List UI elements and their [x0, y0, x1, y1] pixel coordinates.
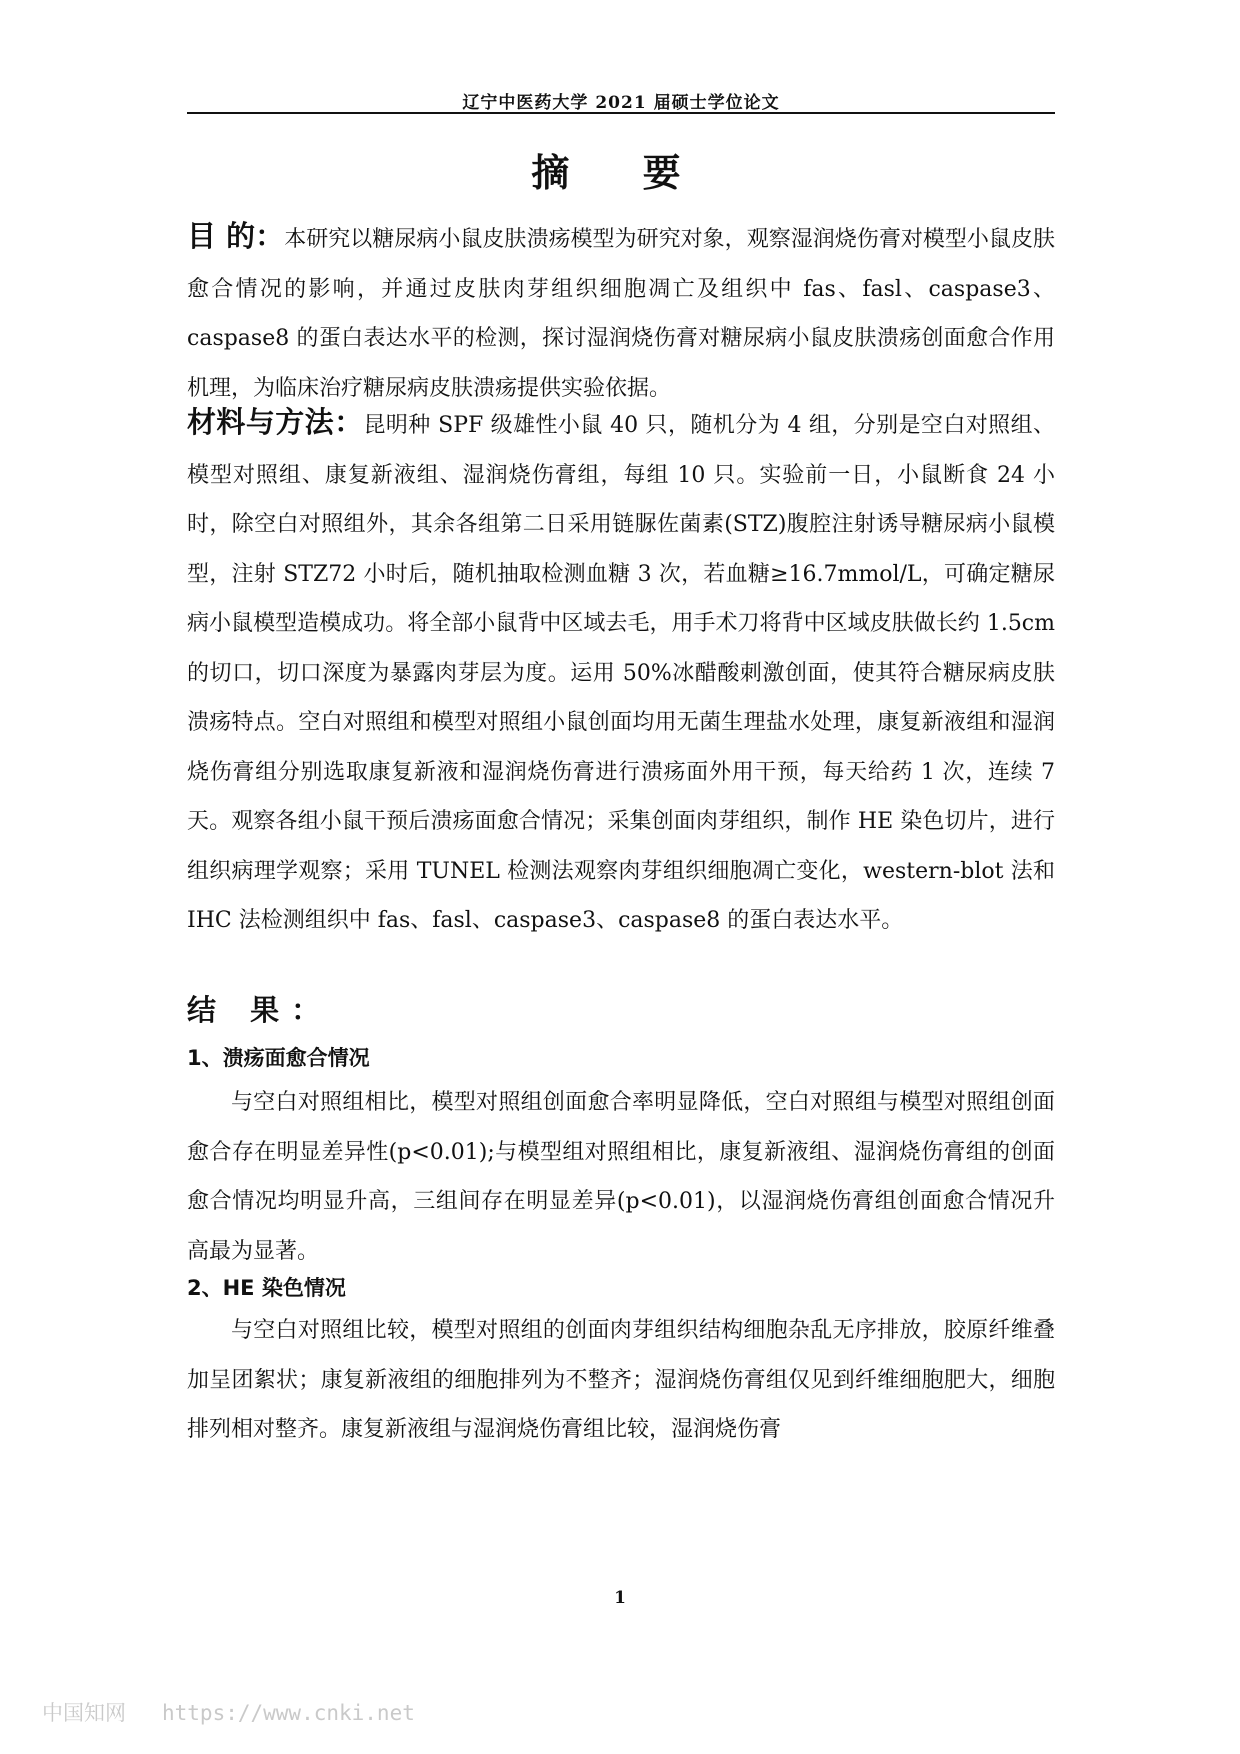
results-section-2-text: 与空白对照组比较，模型对照组的创面肉芽组织结构细胞杂乱无序排放，胶原纤维叠加呈团絮状；康复新液组的细胞排列为不整齐；湿润烧伤膏组仅见到纤维细胞肥大，细胞排列相对整齐。康复新液组与湿润烧伤膏组比较，湿润烧伤膏: [187, 1318, 1055, 1442]
results-heading: 结 果：: [187, 993, 333, 1027]
results-section-1-text: 与空白对照组相比，模型对照组创面愈合率明显降低，空白对照组与模型对照组创面愈合存在明显差异性(p<0.01);与模型组对照组相比，康复新液组、湿润烧伤膏组的创面愈合情况均明显升高，三组间存在明显差异(p<0.01)，以湿润烧伤膏组创面愈合情况升高最为显著。: [187, 1090, 1055, 1264]
results-section-1-heading: 1、溃疡面愈合情况: [187, 1046, 370, 1070]
running-header: 辽宁中医药大学 2021 届硕士学位论文: [462, 93, 780, 113]
objective-text: 本研究以糖尿病小鼠皮肤溃疡模型为研究对象，观察湿润烧伤膏对模型小鼠皮肤愈合情况的影响，并通过皮肤肉芽组织细胞凋亡及组织中 fas、fasl、caspase3、caspase8 的蛋白表达水平的检测，探讨湿润烧伤膏对糖尿病小鼠皮肤溃疡创面愈合作用机理，为临床治疗糖尿病皮肤溃疡提供实验依据。: [187, 227, 1055, 401]
watermark-url: https://www.cnki.net: [162, 1701, 415, 1725]
page-number: 1: [614, 1588, 626, 1608]
methods-paragraph: [187, 398, 1055, 946]
methods-label: 材料与方法：: [187, 405, 364, 439]
results-section-2-heading: 2、HE 染色情况: [187, 1276, 346, 1300]
objective-paragraph: [187, 212, 1055, 413]
watermark-brand: 中国知网: [42, 1701, 126, 1725]
page-title: 摘 要: [531, 151, 711, 195]
methods-text: 昆明种 SPF 级雄性小鼠 40 只，随机分为 4 组，分别是空白对照组、模型对照组、康复新液组、湿润烧伤膏组，每组 10 只。实验前一日，小鼠断食 24 小时，除空白对照组外，其余各组第二日采用链脲佐菌素(STZ)腹腔注射诱导糖尿病小鼠模型，注射 STZ72 小时后，随机抽取检测血糖 3 次，若血糖≥16.7mmol/L，可确定糖尿病小鼠模型造模成功。将全部小鼠背中区域去毛，用手术刀将背中区域皮肤做长约 1.5cm 的切口，切口深度为暴露肉芽层为度。运用 50%冰醋酸刺激创面，使其符合糖尿病皮肤溃疡特点。空白对照组和模型对照组小鼠创面均用无菌生理盐水处理，康复新液组和湿润烧伤膏组分别选取康复新液和湿润烧伤膏进行溃疡面外用干预，每天给药 1 次，连续 7 天。观察各组小鼠干预后溃疡面愈合情况；采集创面肉芽组织，制作 HE 染色切片，进行组织病理学观察；采用 TUNEL 检测法观察肉芽组织细胞凋亡变化，western-blot 法和 IHC 法检测组织中 fas、fasl、caspase3、caspase8 的蛋白表达水平。: [187, 413, 1055, 933]
header-rule: [187, 112, 1055, 114]
cnki-watermark: [42, 1697, 415, 1727]
objective-label: 目 的：: [187, 219, 285, 253]
